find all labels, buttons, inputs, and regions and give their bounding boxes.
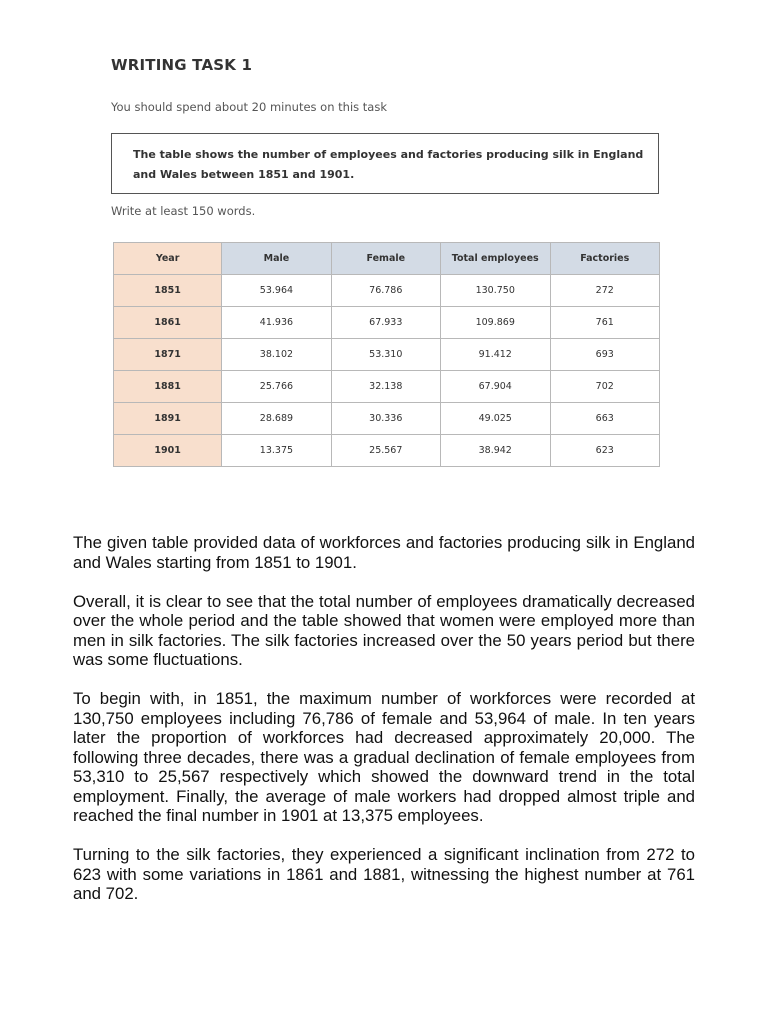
male-cell: 13.375 — [222, 435, 331, 467]
factories-cell: 761 — [550, 307, 660, 339]
total-employees-cell: 38.942 — [440, 435, 550, 467]
column-header-factories: Factories — [550, 243, 660, 275]
female-cell: 25.567 — [331, 435, 440, 467]
table-row — [114, 435, 660, 467]
column-header-male: Male — [222, 243, 331, 275]
female-cell: 30.336 — [331, 403, 440, 435]
total-employees-cell: 67.904 — [440, 371, 550, 403]
female-cell: 32.138 — [331, 371, 440, 403]
factories-cell: 693 — [550, 339, 660, 371]
essay-paragraph-body-2: Turning to the silk factories, they experienced a significant inclination from 272 to 623 with some variations in 1861 and 1881, witnessing the highest number at 761 and 702. — [73, 845, 695, 903]
table-row — [114, 371, 660, 403]
table-row — [114, 403, 660, 435]
essay-body — [73, 533, 695, 923]
total-employees-cell: 109.869 — [440, 307, 550, 339]
total-employees-cell: 130.750 — [440, 275, 550, 307]
year-cell: 1871 — [114, 339, 222, 371]
essay-paragraph-intro: The given table provided data of workforces and factories producing silk in England and Wales starting from 1851 to 1901. — [73, 533, 695, 572]
male-cell: 53.964 — [222, 275, 331, 307]
column-header-female: Female — [331, 243, 440, 275]
year-cell: 1891 — [114, 403, 222, 435]
year-cell: 1881 — [114, 371, 222, 403]
table-row — [114, 275, 660, 307]
female-cell: 76.786 — [331, 275, 440, 307]
year-cell: 1901 — [114, 435, 222, 467]
total-employees-cell: 91.412 — [440, 339, 550, 371]
column-header-total-employees: Total employees — [440, 243, 550, 275]
table-header-row — [114, 243, 660, 275]
silk-data-table — [113, 242, 660, 467]
male-cell: 38.102 — [222, 339, 331, 371]
factories-cell: 623 — [550, 435, 660, 467]
essay-paragraph-body-1: To begin with, in 1851, the maximum number of workforces were recorded at 130,750 employees including 76,786 of female and 53,964 of male. In ten years later the proportion of workforces had decreased approximately 20,000. The following three decades, there was a gradual declination of female employees from 53,310 to 25,567 respectively which showed the downward trend in the total employment. Finally, the average of male workers had dropped almost triple and reached the final number in 1901 at 13,375 employees. — [73, 689, 695, 825]
year-cell: 1851 — [114, 275, 222, 307]
year-cell: 1861 — [114, 307, 222, 339]
factories-cell: 663 — [550, 403, 660, 435]
table-row — [114, 339, 660, 371]
female-cell: 67.933 — [331, 307, 440, 339]
column-header-year: Year — [114, 243, 222, 275]
factories-cell: 272 — [550, 275, 660, 307]
male-cell: 25.766 — [222, 371, 331, 403]
time-instruction: You should spend about 20 minutes on this task — [111, 100, 387, 114]
total-employees-cell: 49.025 — [440, 403, 550, 435]
word-requirement: Write at least 150 words. — [111, 204, 256, 218]
female-cell: 53.310 — [331, 339, 440, 371]
male-cell: 28.689 — [222, 403, 331, 435]
task-prompt-box: The table shows the number of employees and factories producing silk in England and Wales between 1851 and 1901. — [111, 133, 659, 194]
male-cell: 41.936 — [222, 307, 331, 339]
essay-paragraph-overview: Overall, it is clear to see that the total number of employees dramatically decreased over the whole period and the table showed that women were employed more than men in silk factories. The silk factories increased over the 50 years period but there was some fluctuations. — [73, 591, 695, 669]
factories-cell: 702 — [550, 371, 660, 403]
task-title: WRITING TASK 1 — [111, 56, 253, 74]
table-row — [114, 307, 660, 339]
